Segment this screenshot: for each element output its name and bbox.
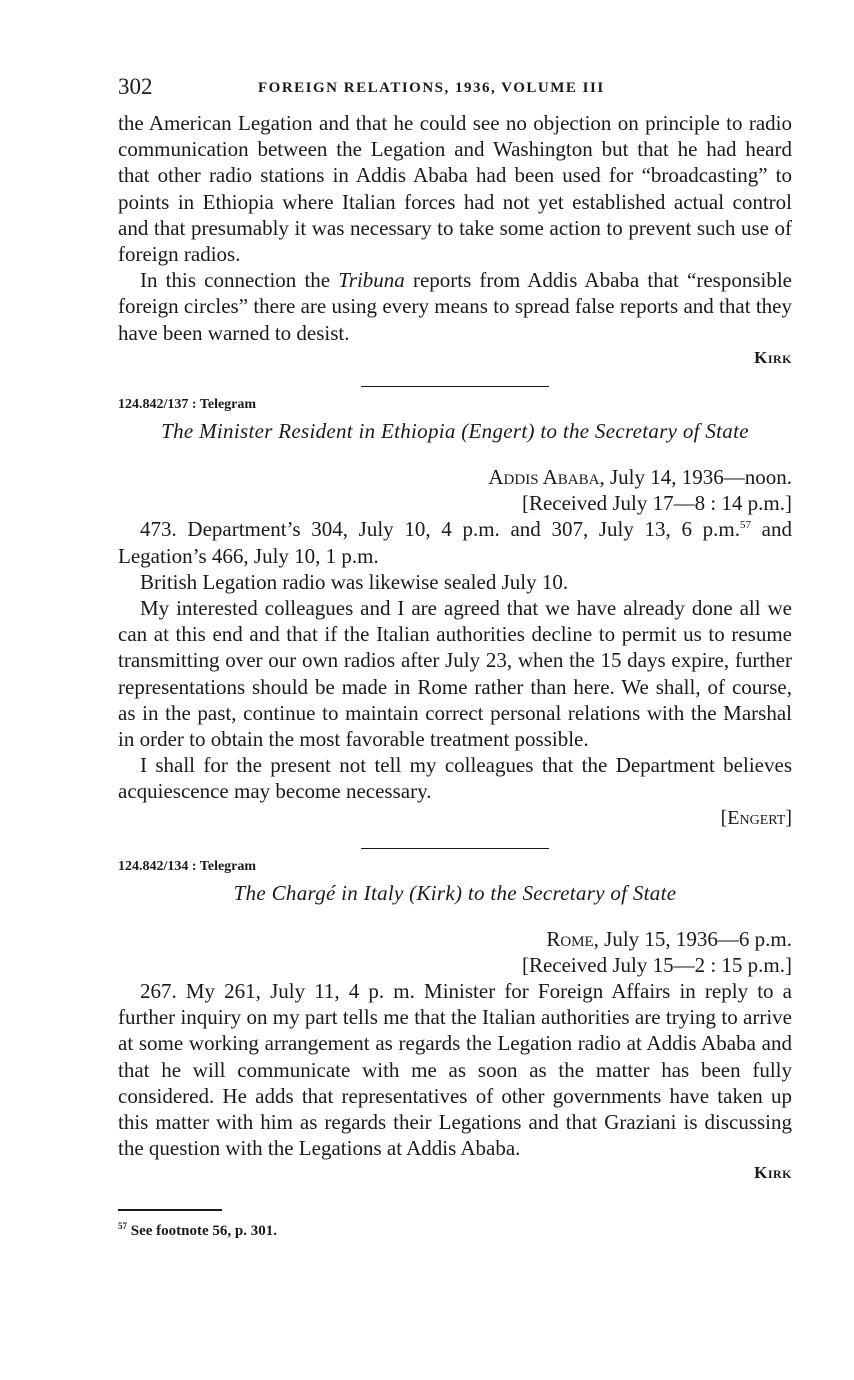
running-head: FOREIGN RELATIONS, 1936, VOLUME III xyxy=(258,80,605,96)
signature: Kirk xyxy=(754,1163,792,1183)
paragraph: My interested colleagues and I are agreed that we have already done all we can at this end and that if the Italian authorities decline to permit us to resume transmitting over our own radios after July 23, when the 15 days expire, further representations should be made in Rome rather than here. We shall, of course, as in the past, continue to maintain correct personal relations with the Marshal in order to obtain the most favorable treatment possible. xyxy=(118,595,792,751)
signature: [Engert] xyxy=(720,806,792,829)
footnote-divider xyxy=(118,1209,222,1211)
paragraph xyxy=(118,516,792,568)
page-number: 302 xyxy=(118,74,153,99)
section-divider xyxy=(361,386,549,388)
received-line: [Received July 17—8 : 14 p.m.] xyxy=(521,491,792,516)
section-divider xyxy=(361,848,549,850)
footnote-ref: 57 xyxy=(740,519,751,532)
footnote-marker: 57 xyxy=(118,1220,127,1231)
dateline-place: Addis Ababa, xyxy=(488,465,605,490)
document-title: The Chargé in Italy (Kirk) to the Secretary of State xyxy=(233,881,677,906)
file-number: 124.842/137 : Telegram xyxy=(118,397,257,413)
paragraph xyxy=(118,267,792,346)
document-page xyxy=(118,74,792,1240)
document-title: The Minister Resident in Ethiopia (Engert) to the Secretary of State xyxy=(161,419,749,444)
paragraph-text: In this connection the xyxy=(140,268,339,293)
signature: Kirk xyxy=(754,347,792,367)
footnote xyxy=(118,1220,792,1240)
dateline-time: July 14, 1936—noon. xyxy=(604,465,792,490)
dateline-time: July 15, 1936—6 p.m. xyxy=(598,927,792,952)
page-header xyxy=(118,74,792,110)
paragraph: British Legation radio was likewise sealed July 10. xyxy=(140,569,569,594)
dateline-place: Rome, xyxy=(546,927,599,952)
paragraph-text: reports from Addis Ababa that “responsible foreign circles” there are using every means to spread false reports and that they have been warned to desist. xyxy=(118,268,792,345)
dateline xyxy=(118,464,792,490)
file-number: 124.842/134 : Telegram xyxy=(118,859,257,875)
paragraph-text: and Legation’s 466, July 10, 1 p.m. xyxy=(118,517,792,568)
newspaper-title: Tribuna xyxy=(338,268,405,293)
paragraph-text: 473. Department’s 304, July 10, 4 p.m. and 307, July 13, 6 p.m. xyxy=(140,517,740,542)
paragraph: the American Legation and that he could see no objection on principle to radio communication between the Legation and Washington but that he had heard that other radio stations in Addis Ababa had been used for “broadcasting” to points in Ethiopia where Italian forces had not yet established actual control and that presumably it was necessary to take some action to prevent such use of foreign radios. xyxy=(118,111,792,267)
received-line: [Received July 15—2 : 15 p.m.] xyxy=(521,953,792,978)
footnote-text: See footnote 56, p. 301. xyxy=(127,1222,277,1239)
dateline xyxy=(118,926,792,952)
paragraph: I shall for the present not tell my colleagues that the Department believes acquiescence may become necessary. xyxy=(118,753,792,804)
paragraph: 267. My 261, July 11, 4 p. m. Minister for Foreign Affairs in reply to a further inquiry on my part tells me that the Italian authorities are trying to arrive at some working arrangement as regards the Legation radio at Addis Ababa and that he will communicate with me as soon as the matter has been fully considered. He adds that representatives of other governments have taken up this matter with him as regards their Legations and that Graziani is discussing the question with the Legations at Addis Ababa. xyxy=(118,979,792,1161)
